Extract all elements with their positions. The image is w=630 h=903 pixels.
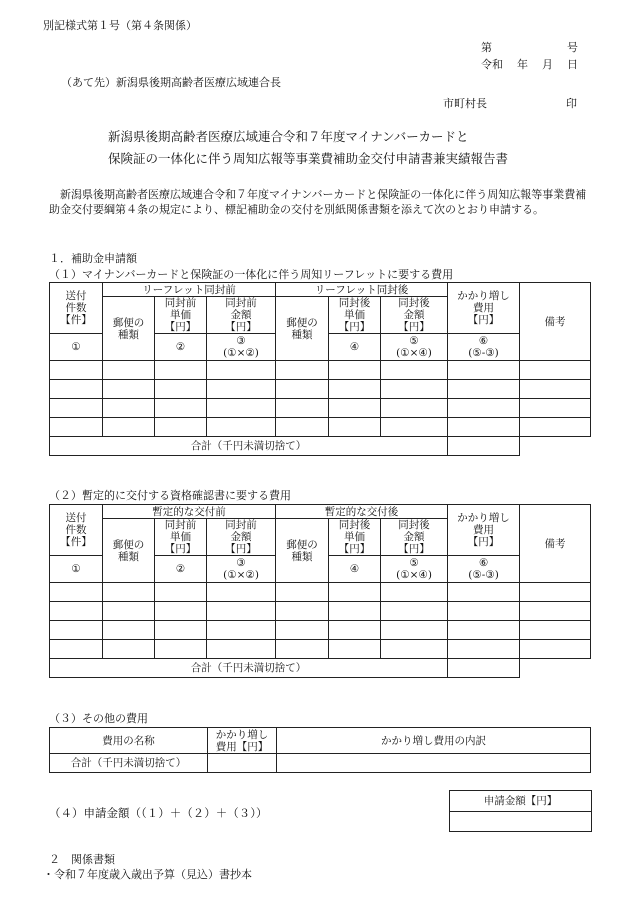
section1-sub4: （４）申請金額（（１）＋（２）＋（３）） [49, 806, 268, 820]
breakdown-cell[interactable] [277, 754, 591, 773]
form-number: 別記様式第１号（第４条関係） [43, 19, 197, 32]
input-cell[interactable] [155, 380, 207, 399]
total-value-cell[interactable] [448, 437, 520, 456]
header-remarks: 備考 [520, 505, 591, 583]
input-cell[interactable] [381, 621, 448, 640]
input-cell[interactable] [207, 418, 276, 437]
date-hi: 日 [567, 58, 578, 71]
section1-sub1: （１）マイナンバーカードと保険証の一体化に伴う周知リーフレットに要する費用 [49, 268, 454, 281]
input-cell[interactable] [329, 380, 381, 399]
input-cell[interactable] [50, 621, 103, 640]
doc-no-dai: 第 [481, 41, 492, 54]
intro-paragraph: 新潟県後期高齢者医療広域連合令和７年度マイナンバーカードと保険証の一体化に伴う周知広報等事業費補助金交付要綱第４条の規定により、標記補助金の交付を別紙関係書類を添えて次のとおり申請する。 [49, 188, 587, 216]
header-postal-type: 郵便の 種類 [276, 297, 329, 361]
input-cell[interactable] [50, 640, 103, 659]
input-cell[interactable] [520, 583, 591, 602]
blank-cell [520, 659, 591, 678]
input-cell[interactable] [329, 583, 381, 602]
total-label: 合計（千円未満切捨て） [50, 659, 448, 678]
input-cell[interactable] [103, 621, 155, 640]
input-cell[interactable] [381, 418, 448, 437]
total-label: 合計（千円未満切捨て） [50, 754, 208, 773]
section2-item1: ・令和７年度歳入歳出予算（見込）書抄本 [43, 868, 252, 881]
header-amount-before: 同封前 金額 【円】 [207, 519, 276, 556]
circle-2: ② [155, 556, 207, 583]
header-amount-after: 同封後 金額 【円】 [381, 297, 448, 334]
input-cell[interactable] [103, 640, 155, 659]
certificate-cost-table [49, 504, 591, 678]
input-cell[interactable] [520, 380, 591, 399]
circle-6: ⑥ (⑤-③) [448, 556, 520, 583]
header-unit-after: 同封後 単価 【円】 [329, 297, 381, 334]
input-cell[interactable] [276, 583, 329, 602]
input-cell[interactable] [448, 583, 520, 602]
input-cell[interactable] [207, 640, 276, 659]
circle-1: ① [50, 334, 103, 361]
apply-amount-label: 申請金額【円】 [450, 791, 591, 812]
total-value-cell[interactable] [208, 754, 277, 773]
input-cell[interactable] [381, 602, 448, 621]
header-remarks: 備考 [520, 283, 591, 361]
input-cell[interactable] [207, 361, 276, 380]
circle-5: ⑤ (①×④) [381, 334, 448, 361]
input-cell[interactable] [448, 640, 520, 659]
input-cell[interactable] [207, 621, 276, 640]
input-cell[interactable] [276, 399, 329, 418]
header-extra-cost: かかり増し 費用【円】 [208, 728, 277, 754]
circle-5: ⑤ (①×④) [381, 556, 448, 583]
header-extra-cost: かかり増し 費用 【円】 [448, 283, 520, 334]
input-cell[interactable] [155, 621, 207, 640]
input-cell[interactable] [520, 640, 591, 659]
input-cell[interactable] [448, 380, 520, 399]
group-after: 暫定的な交付後 [276, 505, 448, 519]
header-unit-before: 同封前 単価 【円】 [155, 519, 207, 556]
circle-4: ④ [329, 334, 381, 361]
header-amount-before: 同封前 金額 【円】 [207, 297, 276, 334]
input-cell[interactable] [381, 361, 448, 380]
blank-cell [520, 437, 591, 456]
input-cell[interactable] [103, 583, 155, 602]
input-cell[interactable] [155, 361, 207, 380]
circle-3: ③ (①×②) [207, 334, 276, 361]
header-postal-type: 郵便の 種類 [103, 297, 155, 361]
input-cell[interactable] [329, 621, 381, 640]
date-era: 令和 [481, 58, 503, 71]
input-cell[interactable] [276, 418, 329, 437]
input-cell[interactable] [155, 602, 207, 621]
group-before: 暫定的な交付前 [103, 505, 276, 519]
header-amount-after: 同封後 金額 【円】 [381, 519, 448, 556]
input-cell[interactable] [520, 399, 591, 418]
circle-6: ⑥ (⑤-③) [448, 334, 520, 361]
group-before: リーフレット同封前 [103, 283, 276, 297]
page-title-line2: 保険証の一体化に伴う周知広報等事業費補助金交付申請書兼実績報告書 [108, 151, 509, 166]
circle-4: ④ [329, 556, 381, 583]
input-cell[interactable] [329, 602, 381, 621]
input-cell[interactable] [50, 418, 103, 437]
input-cell[interactable] [103, 418, 155, 437]
input-cell[interactable] [155, 583, 207, 602]
seal-mark: 印 [566, 97, 577, 110]
header-extra-cost: かかり増し 費用 【円】 [448, 505, 520, 556]
section1-sub2: （２）暫定的に交付する資格確認書に要する費用 [49, 489, 291, 502]
section2-heading: ２ 関係書類 [49, 853, 115, 866]
input-cell[interactable] [103, 361, 155, 380]
page-title-line1: 新潟県後期高齢者医療広域連合令和７年度マイナンバーカードと [108, 129, 469, 144]
input-cell[interactable] [103, 602, 155, 621]
total-value-cell[interactable] [448, 659, 520, 678]
date-nen: 年 [517, 58, 528, 71]
total-label: 合計（千円未満切捨て） [50, 437, 448, 456]
input-cell[interactable] [448, 621, 520, 640]
input-cell[interactable] [155, 640, 207, 659]
input-cell[interactable] [276, 640, 329, 659]
date-tsuki: 月 [542, 58, 553, 71]
input-cell[interactable] [381, 399, 448, 418]
input-cell[interactable] [520, 418, 591, 437]
input-cell[interactable] [381, 380, 448, 399]
circle-1: ① [50, 556, 103, 583]
input-cell[interactable] [50, 399, 103, 418]
input-cell[interactable] [50, 583, 103, 602]
input-cell[interactable] [103, 380, 155, 399]
input-cell[interactable] [520, 361, 591, 380]
input-cell[interactable] [50, 380, 103, 399]
doc-no-go: 号 [567, 41, 578, 54]
input-cell[interactable] [381, 640, 448, 659]
input-cell[interactable] [207, 602, 276, 621]
header-unit-before: 同封前 単価 【円】 [155, 297, 207, 334]
input-cell[interactable] [50, 602, 103, 621]
sender-title: 市町村長 [443, 97, 487, 110]
input-cell[interactable] [276, 621, 329, 640]
input-cell[interactable] [448, 361, 520, 380]
header-postal-type: 郵便の 種類 [103, 519, 155, 583]
input-cell[interactable] [520, 621, 591, 640]
input-cell[interactable] [207, 583, 276, 602]
input-cell[interactable] [155, 418, 207, 437]
section1-sub3: （３）その他の費用 [49, 712, 148, 725]
header-cost-name: 費用の名称 [50, 728, 208, 754]
input-cell[interactable] [381, 583, 448, 602]
input-cell[interactable] [207, 399, 276, 418]
circle-2: ② [155, 334, 207, 361]
input-cell[interactable] [448, 418, 520, 437]
header-unit-after: 同封後 単価 【円】 [329, 519, 381, 556]
input-cell[interactable] [329, 640, 381, 659]
header-postal-type: 郵便の 種類 [276, 519, 329, 583]
section1-heading: １．補助金申請額 [49, 252, 137, 265]
addressee: （あて先）新潟県後期高齢者医療広域連合長 [61, 76, 281, 89]
input-cell[interactable] [276, 602, 329, 621]
group-after: リーフレット同封後 [276, 283, 448, 297]
input-cell[interactable] [448, 602, 520, 621]
input-cell[interactable] [329, 418, 381, 437]
header-count: 送付 件数 【件】 [50, 505, 103, 556]
leaflet-cost-table [49, 282, 591, 456]
circle-3: ③ (①×②) [207, 556, 276, 583]
input-cell[interactable] [276, 361, 329, 380]
input-cell[interactable] [448, 399, 520, 418]
input-cell[interactable] [276, 380, 329, 399]
input-cell[interactable] [329, 399, 381, 418]
input-cell[interactable] [155, 399, 207, 418]
input-cell[interactable] [520, 602, 591, 621]
input-cell[interactable] [103, 399, 155, 418]
apply-amount-box [449, 790, 592, 832]
input-cell[interactable] [329, 361, 381, 380]
input-cell[interactable] [50, 361, 103, 380]
other-cost-table [49, 727, 591, 773]
input-cell[interactable] [207, 380, 276, 399]
header-count: 送付 件数 【件】 [50, 283, 103, 334]
apply-amount-field[interactable] [450, 812, 591, 831]
header-breakdown: かかり増し費用の内訳 [277, 728, 591, 754]
